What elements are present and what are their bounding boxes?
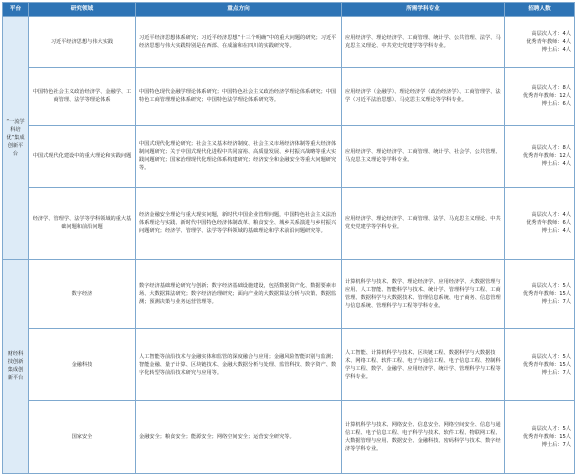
- field-cell: 中国式现代化建设中的重大理论和实践问题: [29, 125, 136, 187]
- count-cell: 高层次人才：5人 优秀青年教师：15人 博士后：7人: [505, 401, 575, 474]
- header-count: 招聘人数: [505, 3, 575, 17]
- count-cell: 高层次人才：4人 优秀青年教师：4人 博士后：4人: [505, 17, 575, 68]
- direction-cell: 经济金融安全理论与重大现实问题，新时代中国企业管理问题，中国特色社会主义法治体系理论与实践、新时代中国特色经济体制改革、粮食安全、城乡关系演进与乡村振兴问题研究；经济学、管理学、法学等学科领域的基础理论和学术前沿问题研究等。: [136, 187, 342, 259]
- table-row: [3, 259, 575, 329]
- table-row: [3, 329, 575, 401]
- count-cell: 高层次人才：5人 优秀青年教师：15人 博士后：7人: [505, 259, 575, 329]
- major-cell: 应用经济学、理论经济学、工商管理、法学、马克思主义理论、中共党史党建学等学科专业。: [342, 187, 505, 259]
- table-row: [3, 17, 575, 68]
- direction-cell: 金融安全；粮食安全；能源安全；网络空间安全；运营安全研究等。: [136, 401, 342, 474]
- major-cell: 人工智能、计算机科学与技术、区块链工程、数据科学与大数据技术、网络工程、软件工程、电子与通信工程、电子信息工程、控制科学与工程、数学、金融学、应用经济学、统计学、管理科学与工程等学科专业。: [342, 329, 505, 401]
- field-cell: 金融科技: [29, 329, 136, 401]
- count-cell: 高层次人才：8人 优秀青年教师：12人 博士后：6人: [505, 68, 575, 126]
- direction-cell: 中国式现代化理论研究；社会主义基本经济制度、社会主义市场经济体制等重大经济体制问题研究；关于中国式现代化进程中共同富裕、高质量发展、乡村振兴战略等重大实践问题研究；国家治理现代化理论体系构建研究；经济安全和金融安全等重大问题研究等。: [136, 125, 342, 187]
- major-cell: 应用经济学、理论经济学、工商管理、统计学、公共管理、法学、马克思主义理论、中共党史党建学等学科专业。: [342, 17, 505, 68]
- platform-cell: 财经科技创新集成创新平台: [3, 259, 29, 473]
- field-cell: 国家安全: [29, 401, 136, 474]
- direction-cell: 数字经济基础理论研究与创新；数字经济基础设施建设，包括数据资产化、数据要素市场、大数据算法研究；数字经济治理研究；面向产业的大数据算法分析与决策、数据监测；预测决策与业务运营管理等。: [136, 259, 342, 329]
- recruitment-table: [2, 2, 575, 474]
- field-cell: 经济学、管理学、法学等学科领域的重大基础问题和前沿问题: [29, 187, 136, 259]
- platform-cell: “一流学科培优”集成创新平台: [3, 17, 29, 260]
- table-row: [3, 125, 575, 187]
- major-cell: 计算机科学与技术、网络安全、信息安全、网络空间安全、信息与通信工程、电子信息工程、电子科学与技术、软件工程、物联网工程、大数据管理与应用、数据安全、金融科技、密码科学与技术、数字经济等学科专业。: [342, 401, 505, 474]
- header-major: 所需学科专业: [342, 3, 505, 17]
- count-cell: 高层次人才：4人 优秀青年教师：6人 博士后：4人: [505, 187, 575, 259]
- table-row: [3, 68, 575, 126]
- field-cell: 习近平经济思想与伟大实践: [29, 17, 136, 68]
- major-cell: 应用经济学、理论经济学、工商管理、统计学、社会学、公共管理、马克思主义理论等学科专业。: [342, 125, 505, 187]
- table-row: [3, 187, 575, 259]
- field-cell: 中国特色社会主义政治经济学、金融学、工商管理、法学等理论体系: [29, 68, 136, 126]
- direction-cell: 中国特色现代金融学理论体系研究；中国特色社会主义政治经济学理论体系研究；中国特色工商管理理论体系研究；中国特色法学理论体系研究等。: [136, 68, 342, 126]
- field-cell: 数字经济: [29, 259, 136, 329]
- header-row: [3, 3, 575, 17]
- header-platform: 平台: [3, 3, 29, 17]
- major-cell: 应用经济学（金融学）、理论经济学（政治经济学）、工商管理学、法学（习近平法治思想）、马克思主义理论等学科专业。: [342, 68, 505, 126]
- count-cell: 高层次人才：8人 优秀青年教师：12人 博士后：4人: [505, 125, 575, 187]
- direction-cell: 习近平经济思想体系研究；习近平经济思想“十三个明确”中的重大问题的研究；习近平经济思想与伟大实践特别是在西部、在成渝和在四川的实践研究等。: [136, 17, 342, 68]
- direction-cell: 人工智能等前沿技术与金融实体和监管的深度融合与应用；金融风险智能识别与监测；智能金融、量子计算、区块链技术、金融大数据分析与处理、监管科技、数字资产、数字化转型等前沿技术研究与应用等。: [136, 329, 342, 401]
- header-direction: 重点方向: [136, 3, 342, 17]
- table-row: [3, 401, 575, 474]
- major-cell: 计算机科学与技术、数学、理论经济学、应用经济学、大数据管理与应用、人工智能、智能科学与技术、统计学、管理科学与工程、工商管理、数据科学与大数据技术、管理信息系统、电子商务、信息管理与信息系统、管理科学与工程等学科专业。: [342, 259, 505, 329]
- header-field: 研究领域: [29, 3, 136, 17]
- count-cell: 高层次人才：5人 优秀青年教师：15人 博士后：7人: [505, 329, 575, 401]
